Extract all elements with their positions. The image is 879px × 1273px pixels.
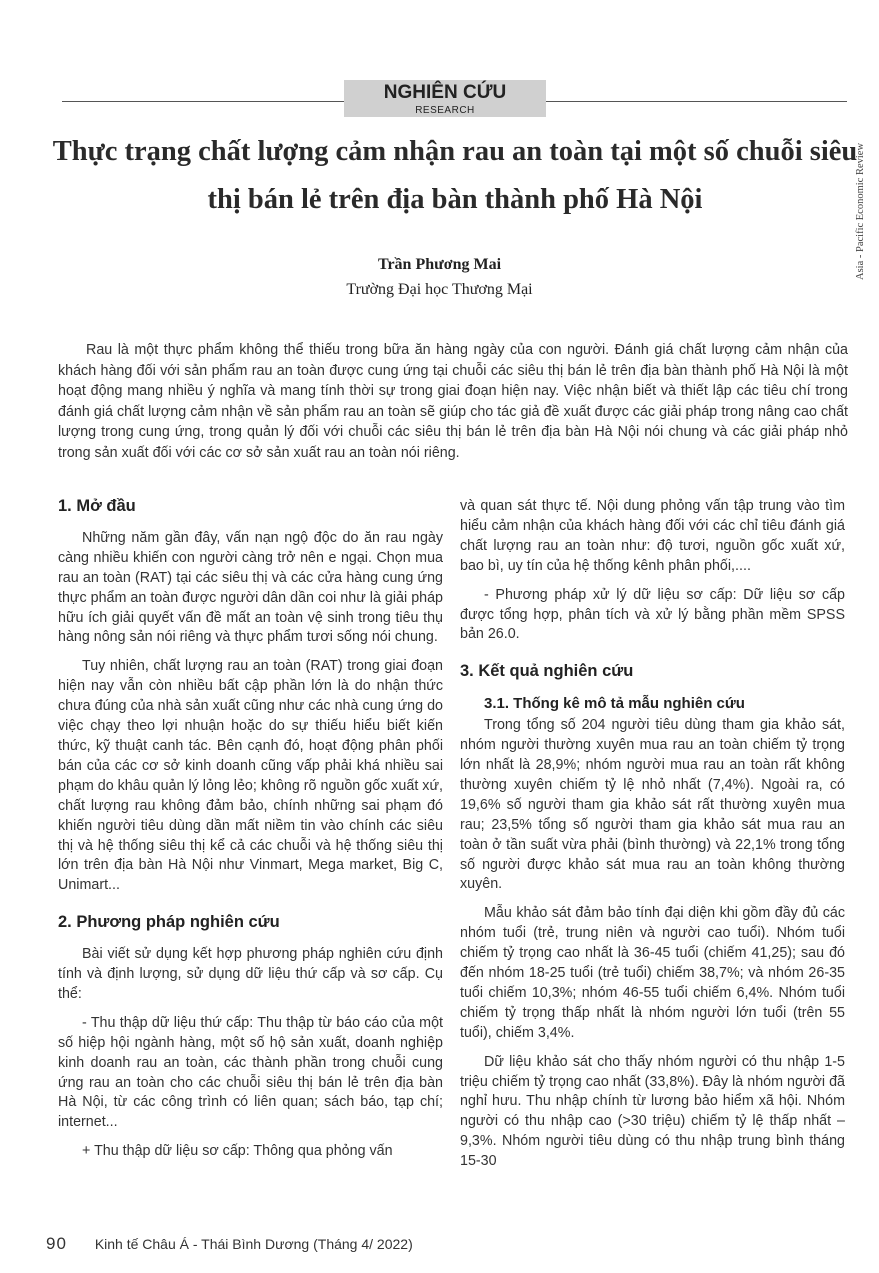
page-footer [46,1234,413,1254]
abstract: Rau là một thực phẩm không thể thiếu trong bữa ăn hàng ngày của con người. Đánh giá chất lượng cảm nhận của khách hàng đối với sản phẩm rau an toàn được cung ứng tại chuỗi các siêu thị bán lẻ trên địa bàn thành phố Hà Nội là một hoạt động mang nhiều ý nghĩa và mang tính thời sự trong giai đoạn hiện nay. Việc nhận biết và thiết lập các tiêu chí trong đánh giá chất lượng cảm nhận về sản phẩm rau an toàn sẽ giúp cho tác giả đề xuất được các giải pháp trong nâng cao chất lượng trong cung ứng, trong quản lý đối với chuỗi các siêu thị bán lẻ trên địa bàn Hà Nội nói chung và các giải pháp nhỏ trong sản xuất đối với các cơ sở sản xuất rau an toàn nói riêng. [58,342,848,461]
paragraph: Dữ liệu khảo sát cho thấy nhóm người có thu nhập 1-5 triệu chiếm tỷ trọng cao nhất (33,8%). Đây là nhóm người đã nghỉ hưu. Thu nhập chính từ lương bảo hiểm xã hội. Nhóm người có thu nhập cao (>30 triệu) chiếm tỷ lệ thấp nhất – 9,3%. Nhóm người tiêu dùng có thu nhập trung bình tháng 15-30 [460,1053,845,1170]
page-number: 90 [46,1234,67,1253]
left-column [58,497,443,1171]
heading-results: 3. Kết quả nghiên cứu [460,662,634,681]
article-title: Thực trạng chất lượng cảm nhận rau an toàn tại một số chuỗi siêu thị bán lẻ trên địa bàn thành phố Hà Nội [52,136,858,215]
paragraph: Bài viết sử dụng kết hợp phương pháp nghiên cứu định tính và định lượng, sử dụng dữ liệu thứ cấp và sơ cấp. Cụ thể: [58,946,443,1002]
paragraph: Tuy nhiên, chất lượng rau an toàn (RAT) trong giai đoạn hiện nay vẫn còn nhiều bất cập phần lớn là do nhận thức chưa đúng của nhà sản xuất cũng như các nhà cung ứng do việc chạy theo lợi nhuận hoặc do sự thiếu hiểu biết kiến thức, kỹ thuật canh tác. Bên cạnh đó, hoạt động phân phối bán của các cơ sở kinh doanh cũng vấp phải khá nhiều sai phạm do khâu quản lý lỏng lẻo; không rõ nguồn gốc xuất xứ, chất lượng rau không đảm bảo, chính những sai phạm đó khiến người tiêu dùng dần mất niềm tin vào chính các siêu thị và hệ thống siêu thị kể cả các chuỗi và hệ thống siêu thị lớn trên địa bàn Hà Nội như Vinmart, Mega market, Big C, Unimart... [58,658,443,894]
subheading-descriptive-stats: 3.1. Thống kê mô tả mẫu nghiên cứu [484,695,745,713]
journal-issue: Kinh tế Châu Á - Thái Bình Dương (Tháng 4/ 2022) [94,1236,413,1252]
paragraph: Những năm gần đây, vấn nạn ngộ độc do ăn rau ngày càng nhiều khiến con người càng trở nên e ngại. Chọn mua rau an toàn (RAT) tại các siêu thị và các cửa hàng cung ứng thực phẩm an toàn được người dân dần coi như là giải pháp hữu ích giải quyết vấn đề mất an toàn vệ sinh trong tiêu thụ hàng nông sản nói riêng và thực phẩm tươi sống nói chung. [58,529,443,646]
right-column [460,497,845,1181]
journal-side-label: Asia - Pacific Economic Review [855,142,866,280]
author-affiliation: Trường Đại học Thương Mại [346,281,533,298]
paragraph: Mẫu khảo sát đảm bảo tính đại diện khi gồm đầy đủ các nhóm tuổi (trẻ, trung niên và người cao tuổi). Nhóm tuổi chiếm tỷ trọng cao nhất là 36-45 tuổi (chiếm 41,25); sau đó đến nhóm 18-25 tuổi (trẻ tuổi) chiếm 38,7%; và nhóm 26-35 tuổi chiếm 10,3%; nhóm 46-55 tuổi chiếm 6,4%. Nhóm tuổi chiếm tỷ trọng thấp nhất là nhóm người lớn tuổi (trên 55 tuổi), chiếm 3,4%. [460,905,845,1041]
author-name: Trần Phương Mai [377,256,502,273]
paragraph: - Thu thập dữ liệu thứ cấp: Thu thập từ báo cáo của một số hiệp hội ngành hàng, một số hộ sản xuất, doanh nghiệp kinh doanh rau an toàn, các thành phần trong chuỗi cung ứng rau an toàn cho các chuỗi siêu thị bán lẻ trên địa bàn Hà Nội, từ các công trình có liên quan; sách báo, tạp chí; internet... [58,1014,443,1131]
paragraph: và quan sát thực tế. Nội dung phỏng vấn tập trung vào tìm hiểu cảm nhận của khách hàng đối với các chỉ tiêu đánh giá chất lượng rau an toàn như: độ tươi, nguồn gốc xuất xứ, bao bì, uy tín của hệ thống kênh phân phối,.... [460,498,845,574]
section-sublabel: RESEARCH [415,105,475,116]
heading-introduction: 1. Mở đầu [58,497,136,515]
section-label: NGHIÊN CỨU [383,82,507,103]
heading-methods: 2. Phương pháp nghiên cứu [58,913,280,932]
paragraph: - Phương pháp xử lý dữ liệu sơ cấp: Dữ liệu sơ cấp được tổng hợp, phân tích và xử lý bằng phần mềm SPSS bản 26.0. [460,586,845,643]
paragraph: Trong tổng số 204 người tiêu dùng tham gia khảo sát, nhóm người thường xuyên mua rau an toàn chiếm tỷ trọng lớn nhất là 28,9%; nhóm người mua rau an toàn rất không thường xuyên chiếm tỷ lệ nhỏ nhất (7,4%). Ngoài ra, có 19,6% số người tham gia khảo sát rất thường xuyên mua rau; 23,5% tổng số người tham gia khảo sát mua rau an toàn ở tần suất vừa phải (bình thường) và 22,1% trong tổng số người được khảo sát mua rau an toàn không thường xuyên. [460,717,845,893]
paragraph: + Thu thập dữ liệu sơ cấp: Thông qua phỏng vấn [82,1143,393,1160]
